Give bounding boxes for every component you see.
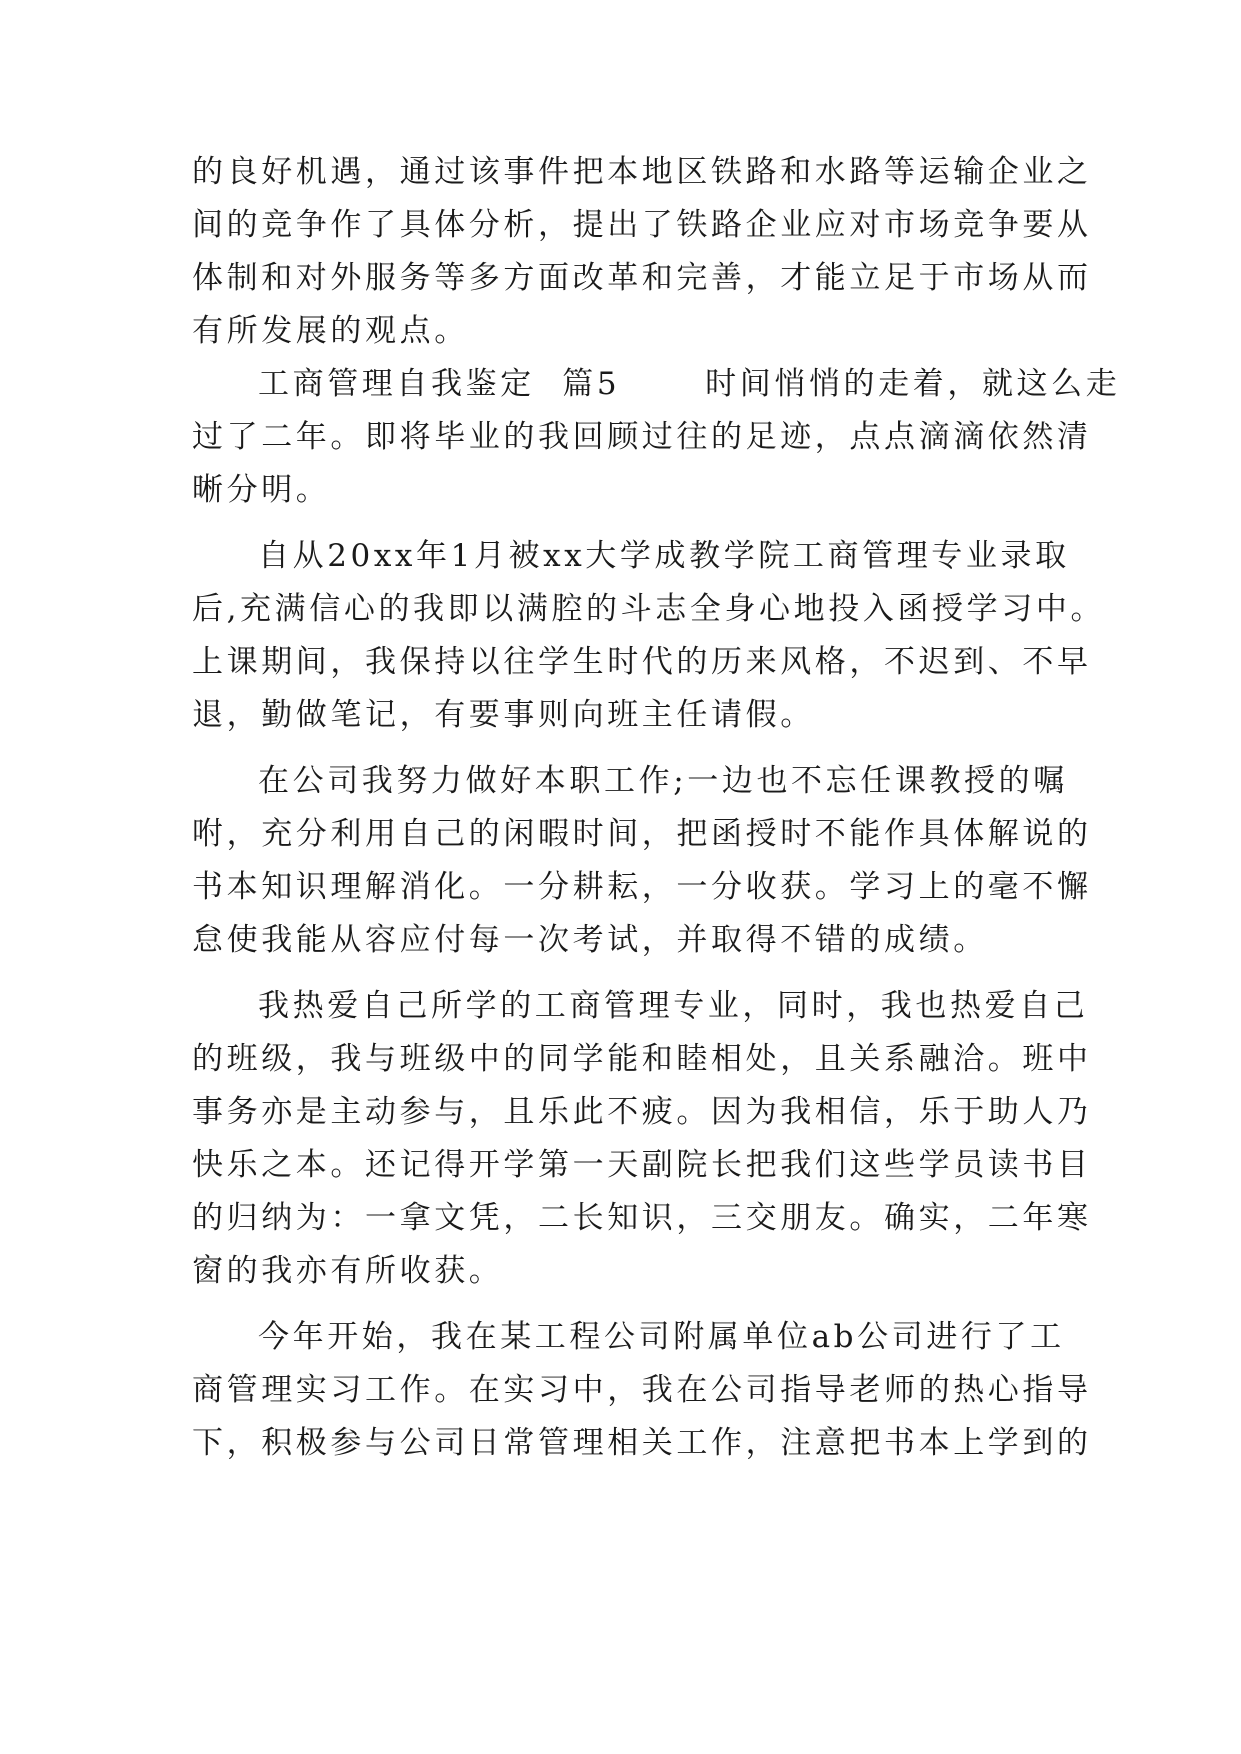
text-line: 书本知识理解消化。一分耕耘，一分收获。学习上的毫不懈 <box>192 869 1092 905</box>
text-line: 体制和对外服务等多方面改革和完善，才能立足于市场从而 <box>192 260 1092 296</box>
section-number: 篇5 <box>562 366 621 402</box>
section-heading-line <box>258 364 1121 404</box>
paragraph-start-line: 自从20xx年1月被xx大学成教学院工商管理专业录取 <box>258 538 1070 574</box>
text-line: 窗的我亦有所收获。 <box>192 1253 504 1289</box>
text-line: 怠使我能从容应付每一次考试，并取得不错的成绩。 <box>192 922 988 958</box>
text-line: 商管理实习工作。在实习中，我在公司指导老师的热心指导 <box>192 1372 1092 1408</box>
paragraph-start-line: 今年开始，我在某工程公司附属单位ab公司进行了工 <box>258 1319 1065 1355</box>
section-intro-text: 时间悄悄的走着，就这么走 <box>705 366 1121 402</box>
text-line: 的班级，我与班级中的同学能和睦相处，且关系融洽。班中 <box>192 1041 1092 1077</box>
text-line: 的良好机遇，通过该事件把本地区铁路和水路等运输企业之 <box>192 154 1092 190</box>
text-line: 后,充满信心的我即以满腔的斗志全身心地投入函授学习中。 <box>192 591 1106 627</box>
text-line: 有所发展的观点。 <box>192 313 469 349</box>
paragraph-start-line: 在公司我努力做好本职工作;一边也不忘任课教授的嘱 <box>258 763 1068 799</box>
text-line: 的归纳为：一拿文凭，二长知识，三交朋友。确实，二年寒 <box>192 1200 1092 1236</box>
text-line: 晰分明。 <box>192 472 331 508</box>
section-title: 工商管理自我鉴定 <box>258 366 535 402</box>
text-line: 间的竞争作了具体分析，提出了铁路企业应对市场竞争要从 <box>192 207 1092 243</box>
paragraph-start-line: 我热爱自己所学的工商管理专业，同时，我也热爱自己 <box>258 988 1089 1024</box>
text-line: 快乐之本。还记得开学第一天副院长把我们这些学员读书目 <box>192 1147 1092 1183</box>
text-line: 过了二年。即将毕业的我回顾过往的足迹，点点滴滴依然清 <box>192 419 1092 455</box>
text-line: 下，积极参与公司日常管理相关工作，注意把书本上学到的 <box>192 1425 1092 1461</box>
text-line: 退，勤做笔记，有要事则向班主任请假。 <box>192 697 815 733</box>
text-line: 事务亦是主动参与，且乐此不疲。因为我相信，乐于助人乃 <box>192 1094 1092 1130</box>
text-line: 上课期间，我保持以往学生时代的历来风格，不迟到、不早 <box>192 644 1092 680</box>
text-line: 咐，充分利用自己的闲暇时间，把函授时不能作具体解说的 <box>192 816 1092 852</box>
